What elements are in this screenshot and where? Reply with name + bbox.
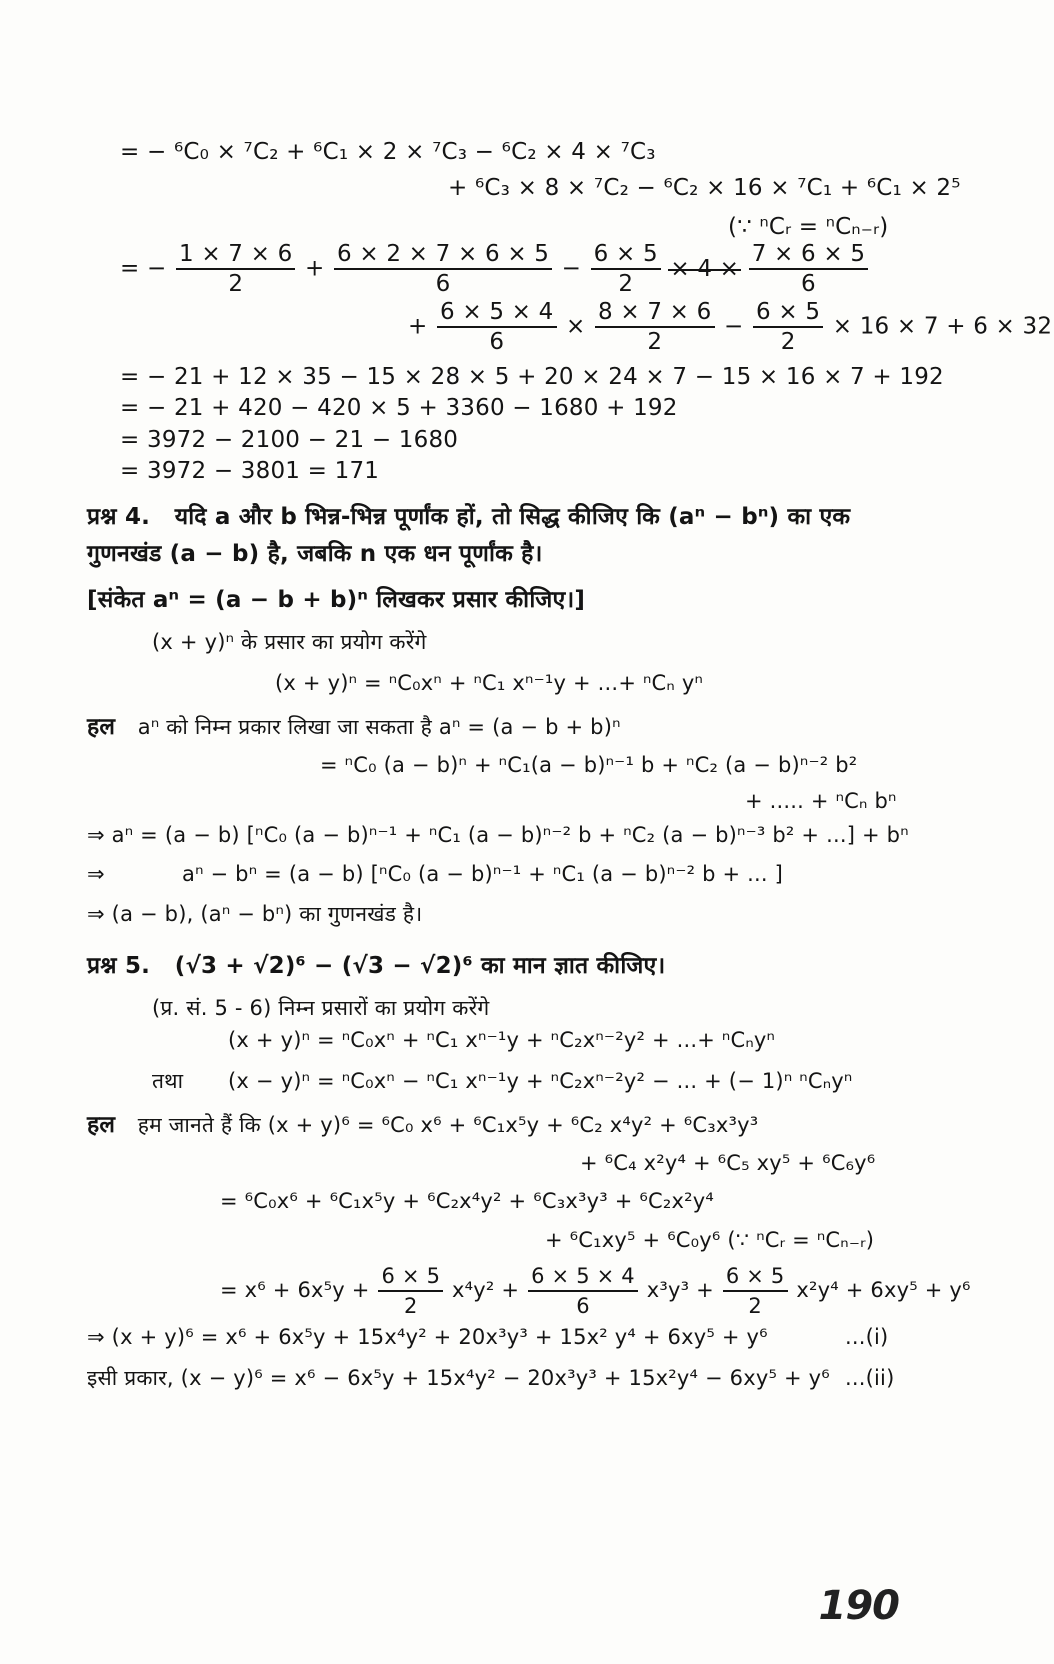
q4-solution-line-5-eq: aⁿ − bⁿ = (a − b) [ⁿC₀ (a − b)ⁿ⁻¹ + ⁿC₁ (a − b)ⁿ⁻² b + ... ] — [182, 862, 784, 886]
result-line-2: = − 21 + 420 − 420 × 5 + 3360 − 1680 + 192 — [120, 395, 678, 421]
q4-solution-line-1: हल aⁿ को निम्न प्रकार लिखा जा सकता है aⁿ = (a − b + b)ⁿ — [87, 714, 621, 740]
q4-formula: (x + y)ⁿ = ⁿC₀xⁿ + ⁿC₁ xⁿ⁻¹y + ...+ ⁿCₙ yⁿ — [275, 671, 704, 695]
question-5-label: प्रश्न 5. — [87, 953, 151, 979]
fraction-2: $\frac{6 \times 2 \times 7 \times 6 \times 5}{6}$ — [334, 240, 552, 298]
q5-solution-label: हल — [87, 1112, 116, 1138]
q4-solution-line-5: ⇒ — [87, 862, 105, 886]
fraction-5: $\frac{6 \times 5 \times 4}{6}$ — [437, 298, 557, 356]
q4-solution-line-4: ⇒ aⁿ = (a − b) [ⁿC₀ (a − b)ⁿ⁻¹ + ⁿC₁ (a − b)ⁿ⁻² b + ⁿC₂ (a − b)ⁿ⁻³ b² + ...] + bⁿ — [87, 823, 909, 847]
question-4 — [87, 502, 850, 532]
q5-fraction-1: $\frac{6 \times 5}{2}$ — [378, 1262, 443, 1320]
q4-solution-line-2: = ⁿC₀ (a − b)ⁿ + ⁿC₁(a − b)ⁿ⁻¹ b + ⁿC₂ (a − b)ⁿ⁻² b² — [320, 753, 858, 777]
eq-line-1: = − ⁶C₀ × ⁷C₂ + ⁶C₁ × 2 × ⁷C₃ − ⁶C₂ × 4 × ⁷C₃ — [120, 139, 656, 165]
q5-solution-line-5: = x⁶ + 6x⁵y + $\frac{6 \times 5}{2}$ x⁴y² + $\frac{6 \times 5 \times 4}{6}$ x³y³ + $\frac{6 \times 5}{2}$ x²y⁴ + 6xy⁵ + y⁶ — [220, 1264, 971, 1318]
fraction-3: $\frac{6 \times 5}{2}$ — [591, 240, 661, 298]
question-5-text: (√3 + √2)⁶ − (√3 − √2)⁶ का मान ज्ञात कीजिए। — [174, 953, 666, 979]
fraction-line-1: = − $\frac{1 \times 7 \times 6}{2}$ + $\frac{6 \times 2 \times 7 \times 6 \times 5}{6}$ − $\frac{6 \times 5}{2}$ × 4 × $\frac{7 \times 6 \times 5}{6}$ — [120, 240, 870, 298]
q5-result-ii-tag: ...(ii) — [845, 1366, 895, 1390]
q5-fraction-2: $\frac{6 \times 5 \times 4}{6}$ — [528, 1262, 638, 1320]
result-line-4: = 3972 − 3801 = 171 — [120, 458, 380, 484]
q5-solution-line-4: + ⁶C₁xy⁵ + ⁶C₀y⁶ (∵ ⁿCᵣ = ⁿCₙ₋ᵣ) — [545, 1228, 875, 1252]
q5-result-i: ⇒ (x + y)⁶ = x⁶ + 6x⁵y + 15x⁴y² + 20x³y³ + 15x² y⁴ + 6xy⁵ + y⁶ — [87, 1325, 768, 1349]
question-4-hint: [संकेत aⁿ = (a − b + b)ⁿ लिखकर प्रसार कीजिए।] — [87, 587, 586, 613]
fraction-line-2: + $\frac{6 \times 5 \times 4}{6}$ × $\frac{8 \times 7 \times 6}{2}$ − $\frac{6 \times 5}{2}$ × 16 × 7 + 6 × 32 — [408, 299, 1053, 355]
fraction-1: $\frac{1 \times 7 \times 6}{2}$ — [176, 240, 296, 298]
q4-solution-line-3: + ..... + ⁿCₙ bⁿ — [745, 789, 897, 813]
q5-formula-1: (x + y)ⁿ = ⁿC₀xⁿ + ⁿC₁ xⁿ⁻¹y + ⁿC₂xⁿ⁻²y² + ...+ ⁿCₙyⁿ — [228, 1028, 776, 1052]
q4-conclusion: ⇒ (a − b), (aⁿ − bⁿ) का गुणनखंड है। — [87, 902, 423, 926]
fraction-6: $\frac{8 \times 7 \times 6}{2}$ — [595, 298, 715, 356]
eq-line-3-reason: (∵ ⁿCᵣ = ⁿCₙ₋ᵣ) — [728, 214, 889, 240]
q5-formula-2: (x − y)ⁿ = ⁿC₀xⁿ − ⁿC₁ xⁿ⁻¹y + ⁿC₂xⁿ⁻²y² − ... + (− 1)ⁿ ⁿCₙyⁿ — [228, 1069, 853, 1093]
q5-solution-line-2: + ⁶C₄ x²y⁴ + ⁶C₅ xy⁵ + ⁶C₆y⁶ — [580, 1151, 876, 1175]
fraction-4: $\frac{7 \times 6 \times 5}{6}$ — [749, 240, 869, 298]
q5-solution-line-1: हल हम जानते हैं कि (x + y)⁶ = ⁶C₀ x⁶ + ⁶C₁x⁵y + ⁶C₂ x⁴y² + ⁶C₃x³y³ — [87, 1112, 759, 1138]
q5-use-note: (प्र. सं. 5 - 6) निम्न प्रसारों का प्रयोग करेंगे — [152, 996, 490, 1020]
result-line-1: = − 21 + 12 × 35 − 15 × 28 × 5 + 20 × 24 × 7 − 15 × 16 × 7 + 192 — [120, 364, 944, 390]
q4-use-note: (x + y)ⁿ के प्रसार का प्रयोग करेंगे — [152, 630, 427, 654]
q5-solution-line-3: = ⁶C₀x⁶ + ⁶C₁x⁵y + ⁶C₂x⁴y² + ⁶C₃x³y³ + ⁶C₂x²y⁴ — [220, 1189, 714, 1213]
eq-line-2: + ⁶C₃ × 8 × ⁷C₂ − ⁶C₂ × 16 × ⁷C₁ + ⁶C₁ × 2⁵ — [448, 175, 961, 201]
q5-fraction-3: $\frac{6 \times 5}{2}$ — [723, 1262, 788, 1320]
question-4-label: प्रश्न 4. — [87, 504, 151, 530]
result-line-3: = 3972 − 2100 − 21 − 1680 — [120, 427, 459, 453]
q5-result-ii: इसी प्रकार, (x − y)⁶ = x⁶ − 6x⁵y + 15x⁴y² − 20x³y³ + 15x²y⁴ − 6xy⁵ + y⁶ — [87, 1366, 830, 1390]
question-4-text: यदि a और b भिन्न-भिन्न पूर्णांक हों, तो सिद्ध कीजिए कि (aⁿ − bⁿ) का एक — [174, 504, 851, 530]
fraction-7: $\frac{6 \times 5}{2}$ — [753, 298, 823, 356]
q5-formula-2-label: तथा — [152, 1069, 184, 1093]
q5-result-i-tag: ...(i) — [845, 1325, 889, 1349]
question-4-text-cont: गुणनखंड (a − b) है, जबकि n एक धन पूर्णांक है। — [87, 541, 543, 567]
question-5 — [87, 951, 665, 981]
q4-solution-label: हल — [87, 714, 116, 740]
page-number: 190 — [818, 1583, 899, 1629]
